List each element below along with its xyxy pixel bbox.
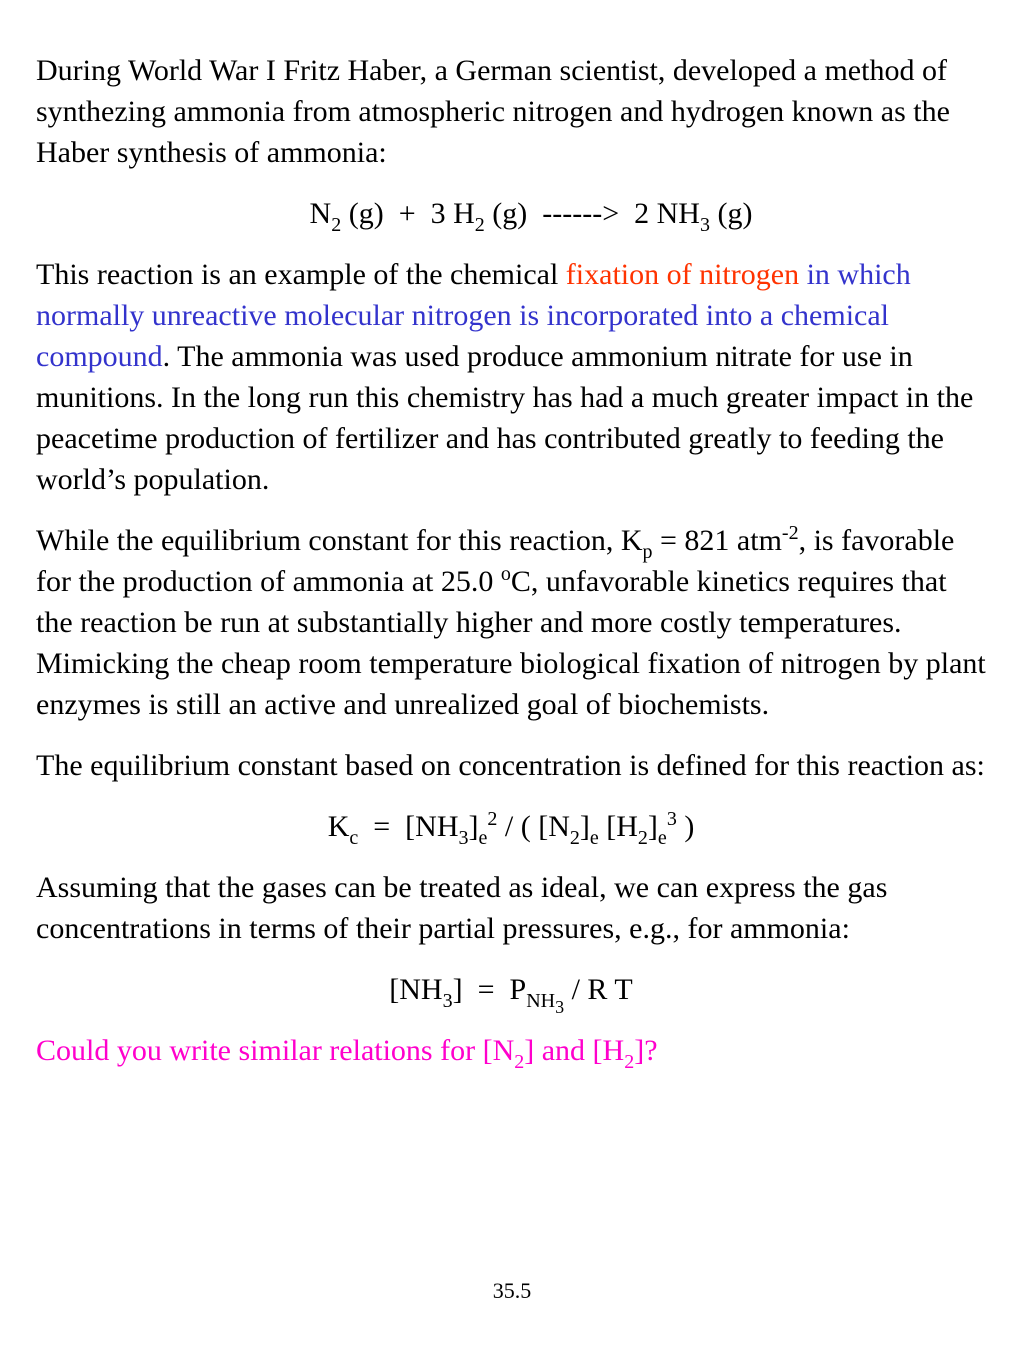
fixation-lead: This reaction is an example of the chemical	[36, 258, 566, 291]
kc-part-g: )	[676, 810, 695, 843]
pe-nh3-subscript: 3	[442, 990, 453, 1012]
equilibrium-paragraph	[36, 520, 986, 725]
kc-intro-paragraph: The equilibrium constant based on concentration is defined for this reaction as:	[36, 749, 985, 782]
fixation-rest: . The ammonia was used produce ammonium nitrate for use in munitions. In the long run this chemistry has had a much greater impact in the peacetime production of fertilizer and has contributed greatly to feeding the world’s population.	[36, 340, 974, 496]
page-number: 35.5	[492, 1278, 532, 1303]
kp-subscript: p	[642, 541, 653, 563]
kc-n2-subscript: 2	[569, 827, 580, 849]
pressure-equation	[36, 969, 986, 1017]
eq-part1: (g) + 3 H	[341, 197, 475, 230]
kc-part-f: ]	[647, 810, 658, 843]
eq-part2: (g) ------> 2 NH	[484, 197, 700, 230]
eq-n-subscript: 2	[331, 214, 342, 236]
haber-reaction-equation	[36, 193, 986, 234]
pe-nh: NH	[526, 990, 556, 1012]
kc-part-e: [H	[598, 810, 638, 843]
pe-part-c: / R T	[564, 973, 633, 1006]
kc-part-a: = [NH	[358, 810, 459, 843]
kc-part-c: / ( [N	[497, 810, 570, 843]
kc-cube: 3	[666, 808, 677, 830]
kp-middle: , is favorable for the production of ammonia at 25.0	[36, 524, 955, 598]
question-part-a: Could you write similar relations for [N	[36, 1034, 515, 1067]
kp-rest: C, unfavorable kinetics requires that the reaction be run at substantially higher and more costly temperatures. Mimicking the cheap room temperature biological fixation of nitrogen by plant enzymes is still an active and unrealized goal of biochemists.	[36, 565, 986, 721]
slide-content	[36, 50, 986, 1071]
kc-subscript: c	[349, 827, 359, 849]
fixation-paragraph	[36, 254, 986, 500]
kp-value: = 821 atm	[652, 524, 782, 557]
kc-h2-subscript: 2	[637, 827, 648, 849]
eq-n: N	[309, 197, 332, 230]
intro-paragraph: During World War I Fritz Haber, a German scientist, developed a method of synthezing ammonia from atmospheric nitrogen and hydrogen known as the Haber synthesis of ammonia:	[36, 54, 950, 169]
pe-part-b: ] = P	[452, 973, 527, 1006]
eq-part3: (g)	[709, 197, 753, 230]
fixation-term: fixation of nitrogen	[565, 258, 800, 291]
question-part-b: ] and [H	[524, 1034, 625, 1067]
kc-square: 2	[487, 808, 498, 830]
pe-nh-3: 3	[555, 997, 565, 1017]
kc-e3-subscript: e	[657, 827, 667, 849]
kp-exponent: -2	[781, 522, 799, 544]
kc-e1-subscript: e	[478, 827, 488, 849]
ideal-gas-paragraph: Assuming that the gases can be treated as ideal, we can express the gas concentrations in terms of their partial pressures, e.g., for ammonia:	[36, 871, 888, 945]
kc-e2-subscript: e	[589, 827, 599, 849]
kc-part-b: ]	[468, 810, 479, 843]
question-h2-subscript: 2	[624, 1051, 635, 1073]
kc-k: K	[327, 810, 350, 843]
kc-nh3-subscript: 3	[458, 827, 469, 849]
kc-equation	[36, 806, 986, 847]
eq-nh-subscript: 3	[699, 214, 710, 236]
eq-h-subscript: 2	[474, 214, 485, 236]
fixation-definition: in which normally unreactive molecular nitrogen is incorporated into a chemical compound	[36, 258, 911, 373]
question-text	[36, 1030, 986, 1071]
question-part-c: ]?	[634, 1034, 658, 1067]
degree-symbol: o	[500, 563, 511, 585]
pe-p-subscript	[526, 990, 565, 1017]
kc-part-d: ]	[579, 810, 590, 843]
pe-part-a: [NH	[389, 973, 443, 1006]
kp-lead: While the equilibrium constant for this reaction, K	[36, 524, 643, 557]
question-n2-subscript: 2	[514, 1051, 525, 1073]
